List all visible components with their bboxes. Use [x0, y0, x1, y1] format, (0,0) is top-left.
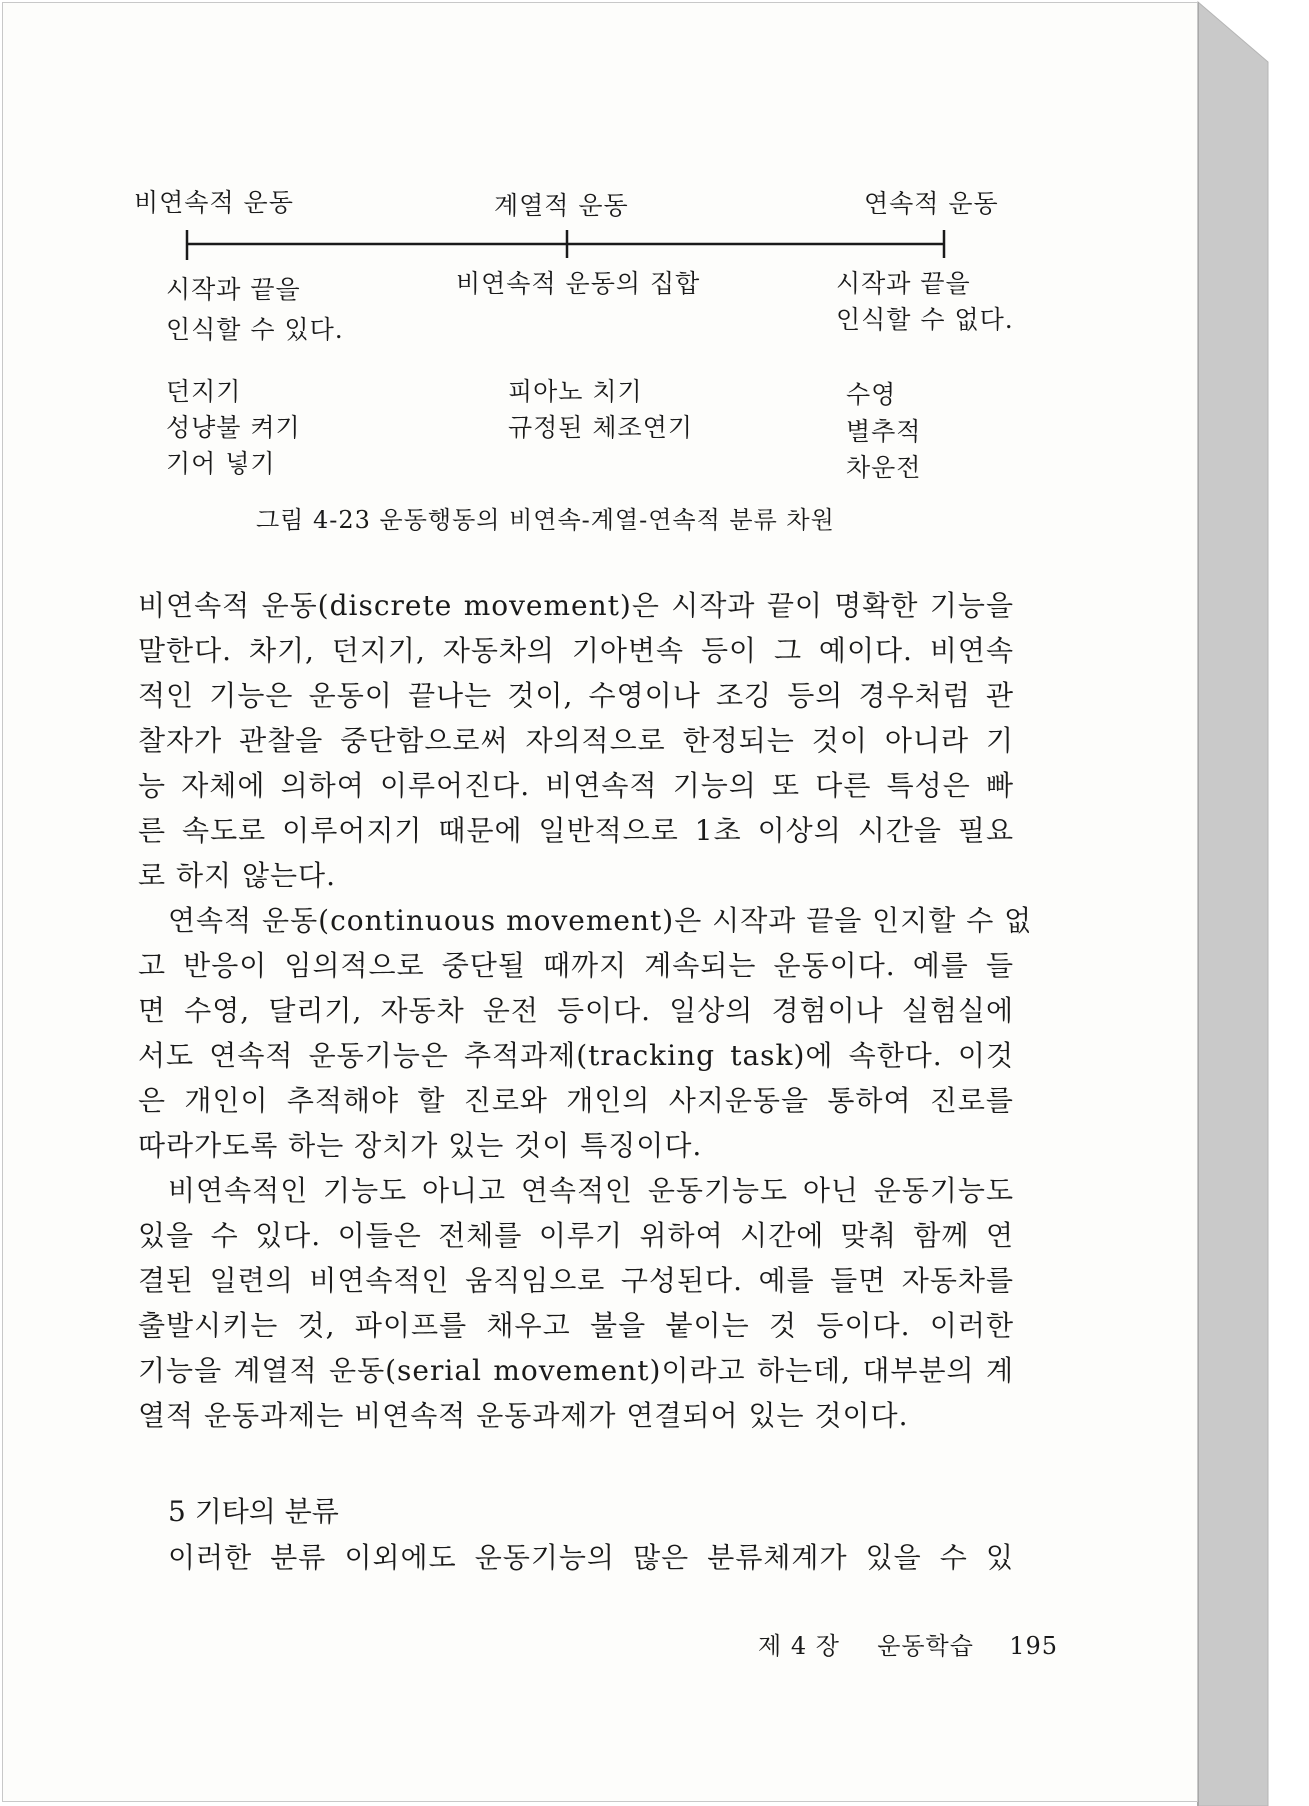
body-line: 말한다. 차기, 던지기, 자동차의 기아변속 등이 그 예이다. 비연속 [138, 634, 1014, 667]
body-line: 기능을 계열적 운동(serial movement)이라고 하는데, 대부분의 계 [138, 1354, 1014, 1387]
body-line: 능 자체에 의하여 이루어진다. 비연속적 기능의 또 다른 특성은 빠 [138, 769, 1014, 802]
desc-discrete-1: 시작과 끝을 [166, 275, 301, 304]
body-line: 비연속적 운동(discrete movement)은 시작과 끝이 명확한 기능을 [138, 589, 1014, 622]
footer-chapter: 제 4 장 [758, 1632, 840, 1660]
example-serial-1: 피아노 치기 [508, 377, 643, 406]
body-line: 른 속도로 이루어지기 때문에 일반적으로 1초 이상의 시간을 필요 [138, 814, 1014, 847]
body-line: 결된 일련의 비연속적인 움직임으로 구성된다. 예를 들면 자동차를 [138, 1264, 1014, 1297]
body-line: 출발시키는 것, 파이프를 채우고 불을 붙이는 것 등이다. 이러한 [138, 1309, 1014, 1342]
body-line: 있을 수 있다. 이들은 전체를 이루기 위하여 시간에 맞춰 함께 연 [138, 1219, 1014, 1252]
body-line: 연속적 운동(continuous movement)은 시작과 끝을 인지할 수 없 [168, 904, 1033, 937]
body-line: 비연속적인 기능도 아니고 연속적인 운동기능도 아닌 운동기능도 [168, 1174, 1014, 1207]
body-line: 서도 연속적 운동기능은 추적과제(tracking task)에 속한다. 이것 [138, 1039, 1014, 1072]
body-line: 따라가도록 하는 장치가 있는 것이 특징이다. [138, 1129, 703, 1162]
body-line: 로 하지 않는다. [138, 859, 336, 892]
body-line: 고 반응이 임의적으로 중단될 때까지 계속되는 운동이다. 예를 들 [138, 949, 1014, 982]
desc-continuous-2: 인식할 수 없다. [836, 305, 1014, 334]
page-number: 195 [1009, 1632, 1059, 1660]
figure-caption: 그림 4-23 운동행동의 비연속-계열-연속적 분류 차원 [256, 506, 835, 534]
body-line: 찰자가 관찰을 중단함으로써 자의적으로 한정되는 것이 아니라 기 [138, 724, 1014, 757]
running-footer [758, 1626, 1058, 1661]
label-continuous: 연속적 운동 [864, 189, 999, 218]
desc-serial: 비연속적 운동의 집합 [456, 269, 701, 298]
example-continuous-3: 차운전 [846, 453, 922, 482]
desc-discrete-2: 인식할 수 있다. [166, 315, 344, 344]
label-discrete: 비연속적 운동 [134, 188, 294, 217]
example-continuous-1: 수영 [846, 380, 897, 409]
label-serial: 계열적 운동 [494, 191, 629, 220]
example-discrete-3: 기어 넣기 [166, 449, 276, 478]
footer-title: 운동학습 [877, 1632, 974, 1660]
continuum-axis [170, 224, 950, 264]
example-discrete-2: 성냥불 켜기 [166, 413, 301, 442]
desc-continuous-1: 시작과 끝을 [836, 269, 971, 298]
example-discrete-1: 던지기 [166, 377, 242, 406]
body-text [138, 584, 1033, 1484]
section-heading: 5 기타의 분류 [168, 1495, 339, 1528]
body-line: 열적 운동과제는 비연속적 운동과제가 연결되어 있는 것이다. [138, 1399, 909, 1432]
example-continuous-2: 별추적 [846, 417, 922, 446]
body-line: 적인 기능은 운동이 끝나는 것이, 수영이나 조깅 등의 경우처럼 관 [138, 679, 1014, 712]
example-serial-2: 규정된 체조연기 [508, 413, 693, 442]
body-line: 면 수영, 달리기, 자동차 운전 등이다. 일상의 경험이나 실험실에 [138, 994, 1014, 1027]
body-final-line: 이러한 분류 이외에도 운동기능의 많은 분류체계가 있을 수 있 [168, 1541, 1014, 1574]
body-line: 은 개인이 추적해야 할 진로와 개인의 사지운동을 통하여 진로를 [138, 1084, 1014, 1117]
